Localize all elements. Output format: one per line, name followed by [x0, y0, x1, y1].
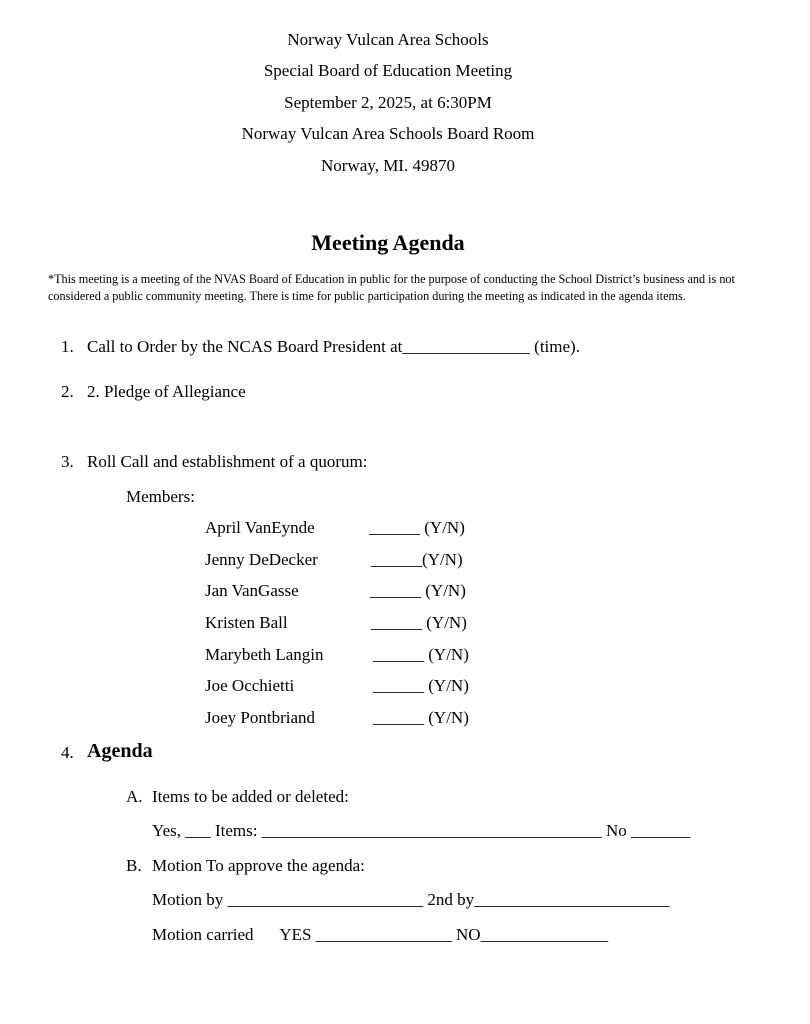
pledge-item: 2. Pledge of Allegiance: [87, 382, 246, 401]
member-vote-blank[interactable]: ______ (Y/N): [371, 613, 467, 632]
motion-by-blank[interactable]: _______________________: [227, 890, 424, 909]
items-added-deleted-text: Items to be added or deleted:: [152, 787, 349, 806]
member-vote-blank[interactable]: ______ (Y/N): [369, 518, 465, 537]
call-to-order-item: [87, 337, 580, 357]
member-name: Joe Occhietti: [205, 676, 295, 695]
item-number-4: 4.: [61, 743, 74, 762]
item-number-1: 1.: [61, 337, 74, 356]
member-name: Kristen Ball: [205, 613, 288, 632]
yes-label: Yes,: [152, 821, 181, 840]
no-label: No: [606, 821, 627, 840]
motion-carried-label: Motion carried: [152, 925, 254, 944]
roll-call-item: Roll Call and establishment of a quorum:: [87, 452, 368, 471]
call-to-order-suffix: (time).: [529, 337, 580, 356]
meeting-date: September 2, 2025, at 6:30PM: [284, 93, 492, 112]
call-to-order-text: Call to Order by the NCAS Board President at: [87, 337, 403, 356]
meeting-city: Norway, MI. 49870: [321, 156, 455, 175]
second-by-blank[interactable]: _______________________: [474, 890, 670, 909]
school-name: Norway Vulcan Area Schools: [287, 30, 489, 49]
no-vote-label: NO: [456, 925, 481, 944]
motion-carried-row: [152, 925, 608, 945]
no-blank[interactable]: _______: [631, 821, 691, 840]
member-name: Joey Pontbriand: [205, 708, 316, 727]
member-name: April VanEynde: [205, 518, 315, 537]
member-name: Jan VanGasse: [205, 581, 299, 600]
yes-vote-label: YES: [279, 925, 312, 944]
agenda-heading: Agenda: [87, 740, 153, 762]
member-vote-blank[interactable]: ______ (Y/N): [370, 581, 466, 600]
item-number-2: 2.: [61, 382, 74, 401]
items-change-row: [152, 821, 691, 841]
member-vote-blank[interactable]: ______ (Y/N): [373, 645, 469, 664]
motion-row: [152, 890, 670, 910]
yes-blank[interactable]: ___: [185, 821, 211, 840]
meeting-type: Special Board of Education Meeting: [263, 61, 513, 80]
sub-item-b-label: B.: [126, 856, 142, 875]
member-name: Marybeth Langin: [205, 645, 324, 664]
member-vote-blank[interactable]: ______ (Y/N): [373, 676, 469, 695]
page-title: Meeting Agenda: [311, 230, 465, 255]
public-notice: *This meeting is a meeting of the NVAS Board of Education in public for the purpose of conducting the School District’s business and is not considered a public community meeting. There is time for public participation during the meeting as indicated in the agenda items.: [48, 272, 735, 303]
item-number-3: 3.: [61, 452, 74, 471]
member-vote-blank[interactable]: ______ (Y/N): [373, 708, 469, 727]
no-vote-blank[interactable]: _______________: [480, 925, 609, 944]
motion-by-label: Motion by: [152, 890, 224, 909]
call-to-order-time-blank[interactable]: _______________: [402, 337, 530, 356]
member-vote-blank[interactable]: ______(Y/N): [371, 550, 463, 569]
yes-vote-blank[interactable]: ________________: [315, 925, 452, 944]
items-label: Items:: [215, 821, 258, 840]
motion-approve-text: Motion To approve the agenda:: [152, 856, 365, 875]
sub-item-a-label: A.: [126, 787, 143, 806]
member-name: Jenny DeDecker: [205, 550, 318, 569]
meeting-location: Norway Vulcan Area Schools Board Room: [241, 124, 535, 143]
items-blank[interactable]: ________________________________________: [261, 821, 602, 840]
second-by-label: 2nd by: [427, 890, 475, 909]
members-label: Members:: [126, 487, 195, 506]
